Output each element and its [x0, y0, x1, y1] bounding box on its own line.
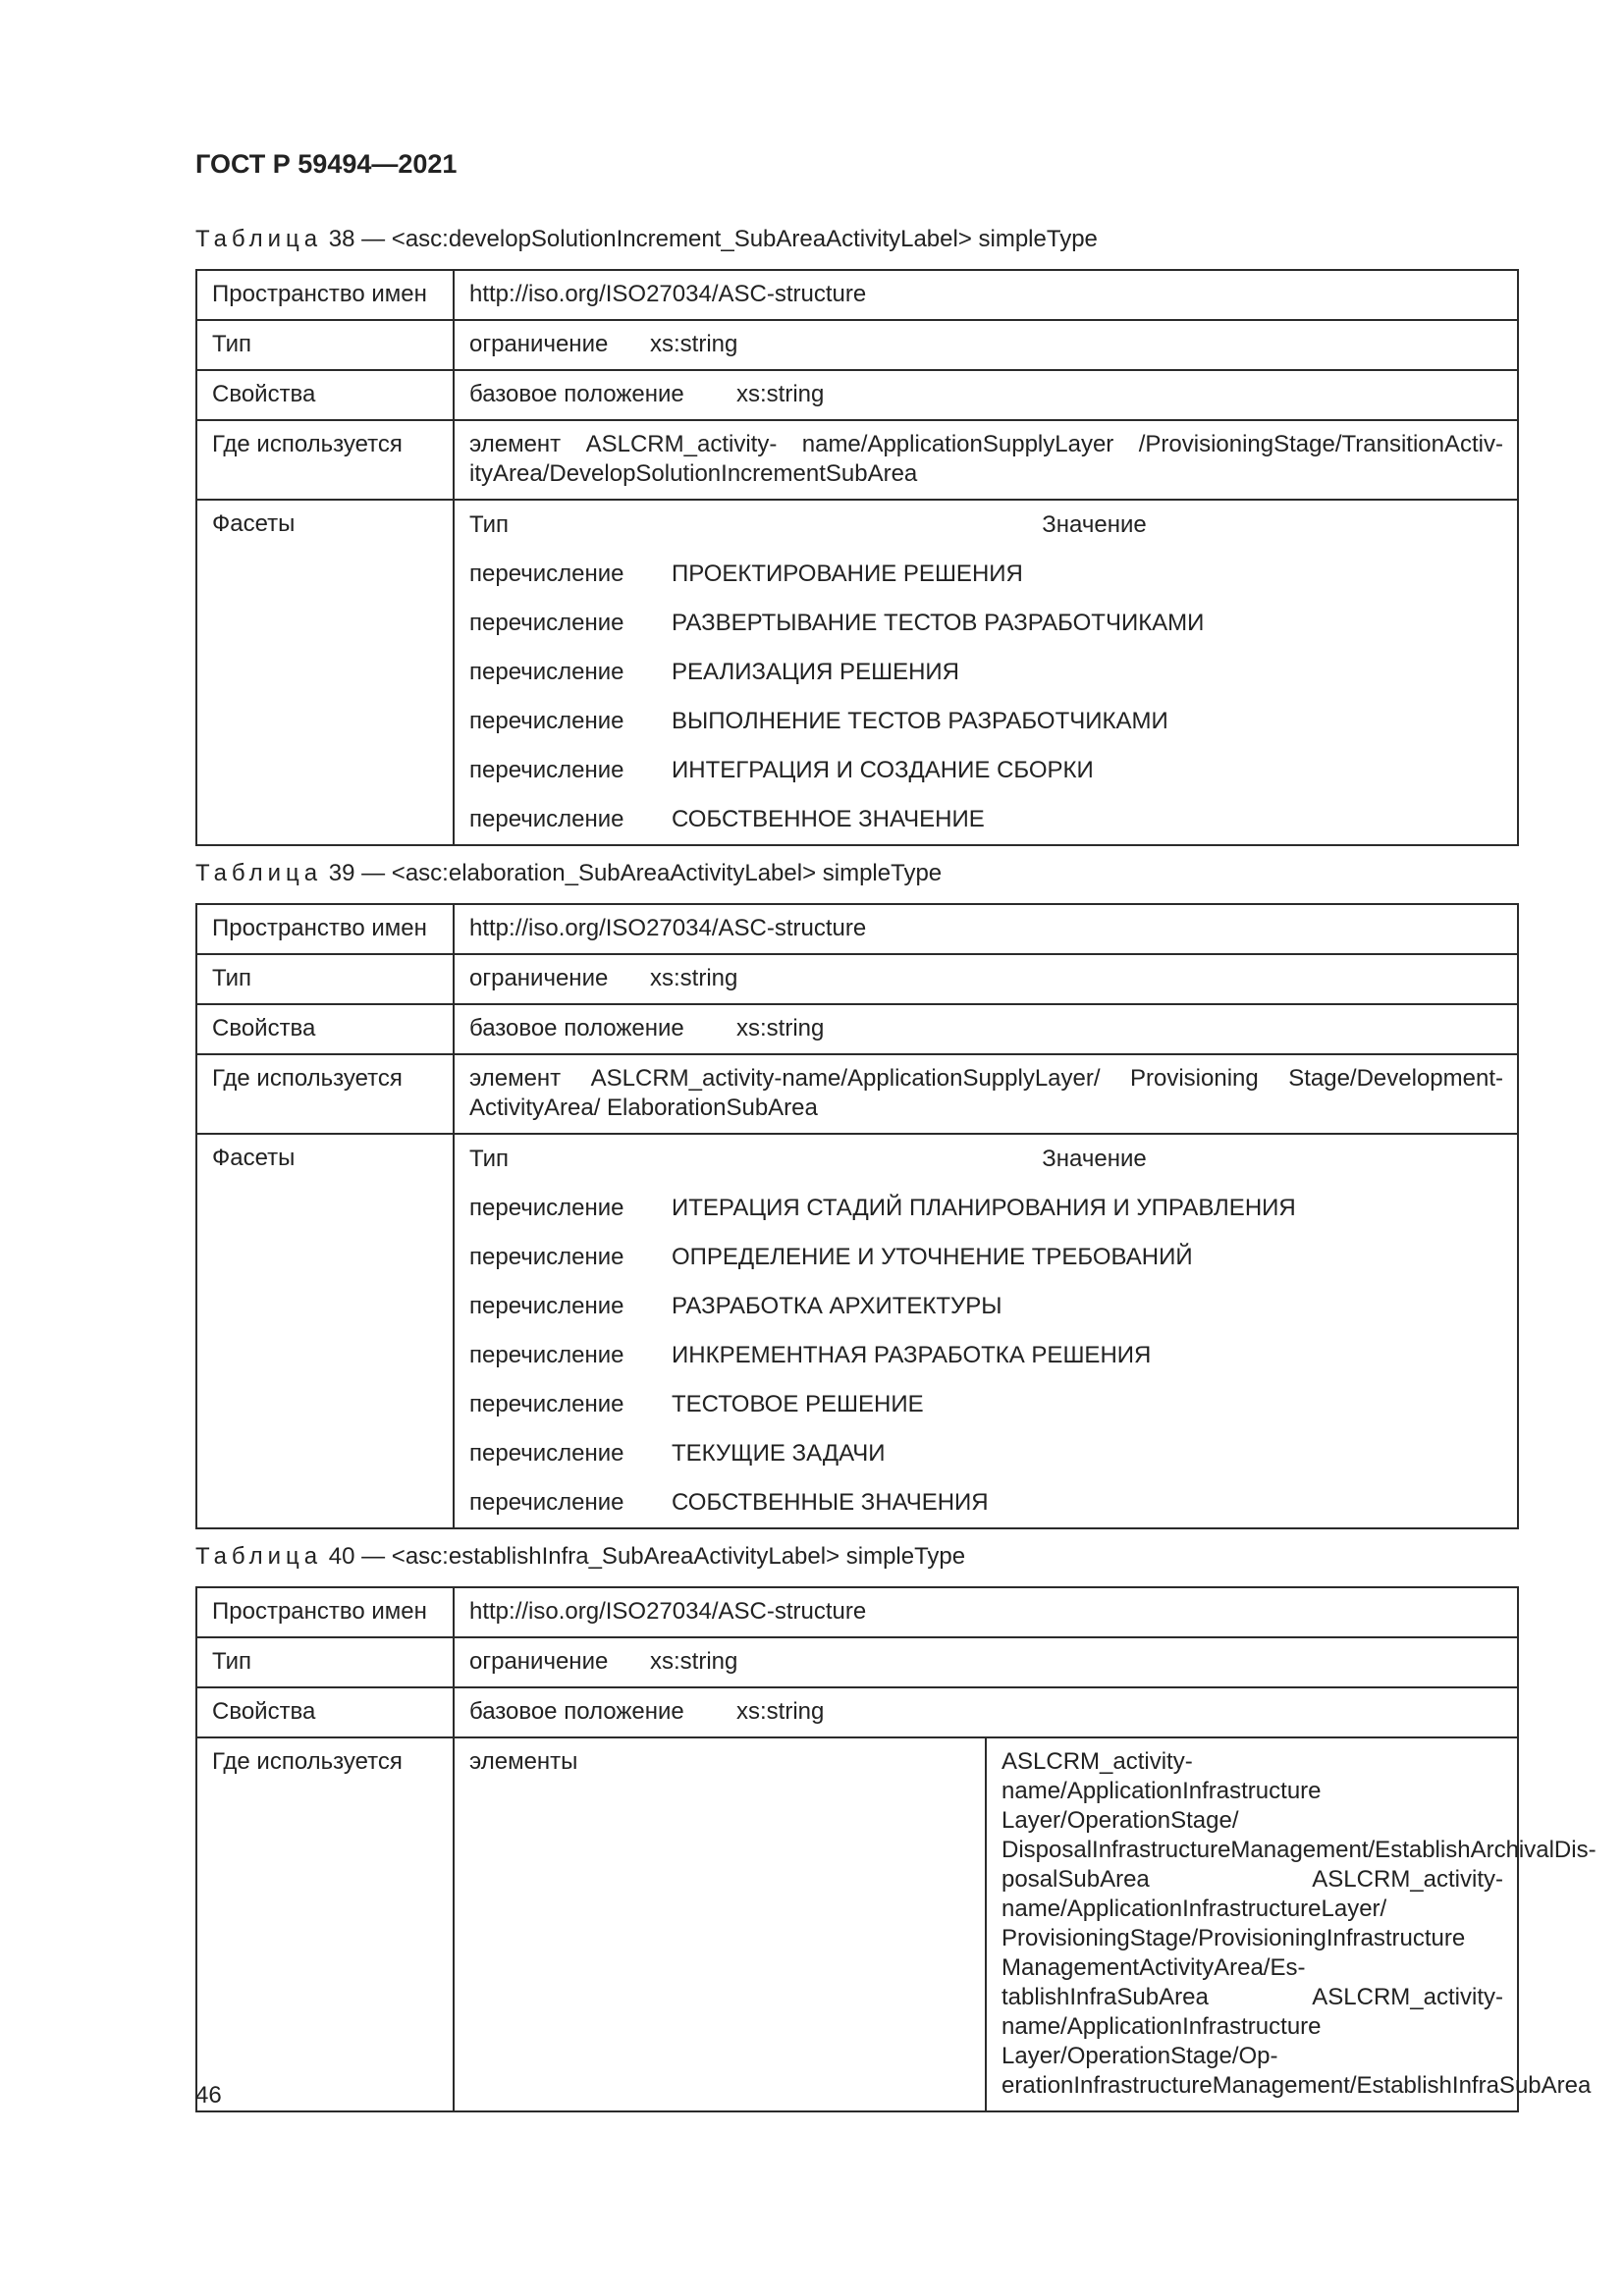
facets-list	[455, 501, 1517, 844]
type-value-cell	[454, 1637, 1518, 1687]
facet-row	[455, 648, 1517, 697]
facets-label: Фасеты	[196, 1134, 454, 1528]
properties-row	[196, 1004, 1518, 1054]
used-in-kind: элементы	[454, 1737, 986, 2111]
type-value: xs:string	[650, 965, 738, 991]
facet-value: ИНКРЕМЕНТНАЯ РАЗРАБОТКА РЕШЕНИЯ	[672, 1342, 1152, 1368]
table-caption-word: Таблица	[195, 860, 323, 886]
table-caption-word: Таблица	[195, 1543, 323, 1570]
namespace-row	[196, 904, 1518, 954]
type-value: xs:string	[650, 1648, 738, 1675]
facet-type: перечисление	[469, 708, 624, 734]
facet-type-header: Тип	[469, 511, 510, 538]
facet-value: ВЫПОЛНЕНИЕ ТЕСТОВ РАЗРАБОТЧИКАМИ	[672, 708, 1168, 734]
table-caption-word: Таблица	[195, 226, 323, 252]
type-value-cell	[454, 320, 1518, 370]
facet-value: РЕАЛИЗАЦИЯ РЕШЕНИЯ	[672, 659, 959, 685]
table-caption-title: 40 — <asc:establishInfra_SubAreaActivityLabel> simpleType	[322, 1543, 966, 1570]
used-in-row	[196, 1054, 1518, 1134]
facet-type: перечисление	[469, 1293, 624, 1319]
used-in-row	[196, 420, 1518, 500]
properties-prefix: базовое положение	[469, 1698, 684, 1725]
type-prefix: ограничение	[469, 331, 609, 357]
type-label: Тип	[196, 1637, 454, 1687]
type-prefix: ограничение	[469, 1648, 609, 1675]
properties-value-cell	[454, 1004, 1518, 1054]
facet-row	[455, 1478, 1517, 1527]
namespace-value: http://iso.org/ISO27034/ASC-structure	[454, 904, 1518, 954]
properties-value: xs:string	[736, 381, 825, 407]
facets-header-row	[455, 1135, 1517, 1184]
facet-row	[455, 1429, 1517, 1478]
type-value: xs:string	[650, 331, 738, 357]
properties-value-cell	[454, 370, 1518, 420]
properties-row	[196, 1687, 1518, 1737]
properties-label: Свойства	[196, 1687, 454, 1737]
facet-value: ТЕСТОВОЕ РЕШЕНИЕ	[672, 1391, 924, 1417]
table-caption-title: 39 — <asc:elaboration_SubAreaActivityLabel> simpleType	[322, 860, 943, 886]
facet-type: перечисление	[469, 1244, 624, 1270]
type-row	[196, 320, 1518, 370]
used-in-label: Где используется	[196, 1737, 454, 2111]
type-label: Тип	[196, 320, 454, 370]
type-label: Тип	[196, 954, 454, 1004]
used-in-label: Где используется	[196, 1054, 454, 1134]
used-in-value: элемент ASLCRM_activity-name/ApplicationSupplyLayer/ Provisioning Stage/Development-ActivityArea/ ElaborationSubArea	[454, 1054, 1518, 1134]
namespace-label: Пространство имен	[196, 270, 454, 320]
used-in-row	[196, 1737, 1518, 2111]
used-in-value: элемент ASLCRM_activity- name/ApplicationSupplyLayer /ProvisioningStage/TransitionActiv-ityArea/DevelopSolutionIncrementSubArea	[454, 420, 1518, 500]
type-row	[196, 1637, 1518, 1687]
facet-row	[455, 550, 1517, 599]
facets-header-row	[455, 501, 1517, 550]
facet-value: РАЗВЕРТЫВАНИЕ ТЕСТОВ РАЗРАБОТЧИКАМИ	[672, 610, 1205, 636]
type-prefix: ограничение	[469, 965, 609, 991]
facet-row	[455, 1233, 1517, 1282]
table-39-caption	[195, 860, 942, 887]
facet-value: ИТЕРАЦИЯ СТАДИЙ ПЛАНИРОВАНИЯ И УПРАВЛЕНИЯ	[672, 1195, 1296, 1221]
facet-type: перечисление	[469, 1391, 624, 1417]
facet-row	[455, 697, 1517, 746]
properties-prefix: базовое положение	[469, 381, 684, 407]
facet-type-header: Тип	[469, 1146, 510, 1172]
properties-value: xs:string	[736, 1015, 825, 1041]
facet-value-header: Значение	[1042, 511, 1147, 538]
facet-value: РАЗРАБОТКА АРХИТЕКТУРЫ	[672, 1293, 1002, 1319]
facet-value: СОБСТВЕННЫЕ ЗНАЧЕНИЯ	[672, 1489, 989, 1516]
used-in-value: ASLCRM_activity-name/ApplicationInfrastructure Layer/OperationStage/ DisposalInfrastructureManagement/EstablishArchivalDis-posalSubArea ASLCRM_activity-name/ApplicationInfrastructureLayer/ ProvisioningStage/ProvisioningInfrastructure ManagementActivityArea/Es-tablishInfraSubArea ASLCRM_activity-name/ApplicationInfrastructure Layer/OperationStage/Op-erationInfrastructureManagement/EstablishInfraSubArea	[986, 1737, 1518, 2111]
facets-row	[196, 1134, 1518, 1528]
facet-value: ИНТЕГРАЦИЯ И СОЗДАНИЕ СБОРКИ	[672, 757, 1094, 783]
table-40	[195, 1586, 1597, 2112]
namespace-value: http://iso.org/ISO27034/ASC-structure	[454, 270, 1518, 320]
table-38-caption	[195, 226, 1098, 253]
namespace-row	[196, 1587, 1518, 1637]
facet-type: перечисление	[469, 659, 624, 685]
facets-row	[196, 500, 1518, 845]
used-in-label: Где используется	[196, 420, 454, 500]
facets-list	[455, 1135, 1517, 1527]
properties-label: Свойства	[196, 370, 454, 420]
facets-cell	[454, 500, 1518, 845]
type-value-cell	[454, 954, 1518, 1004]
table-38	[195, 269, 1519, 846]
type-row	[196, 954, 1518, 1004]
facet-type: перечисление	[469, 1195, 624, 1221]
properties-prefix: базовое положение	[469, 1015, 684, 1041]
table-40-caption	[195, 1543, 965, 1571]
facet-type: перечисление	[469, 561, 624, 587]
properties-value: xs:string	[736, 1698, 825, 1725]
facet-value: ПРОЕКТИРОВАНИЕ РЕШЕНИЯ	[672, 561, 1023, 587]
facet-type: перечисление	[469, 757, 624, 783]
facet-row	[455, 1282, 1517, 1331]
document-header: ГОСТ Р 59494—2021	[195, 149, 458, 179]
facet-value: ОПРЕДЕЛЕНИЕ И УТОЧНЕНИЕ ТРЕБОВАНИЙ	[672, 1244, 1193, 1270]
properties-row	[196, 370, 1518, 420]
namespace-label: Пространство имен	[196, 1587, 454, 1637]
facet-type: перечисление	[469, 610, 624, 636]
facet-row	[455, 1331, 1517, 1380]
facet-type: перечисление	[469, 1342, 624, 1368]
facet-type: перечисление	[469, 1489, 624, 1516]
facet-type: перечисление	[469, 1440, 624, 1467]
page-number: 46	[195, 2082, 222, 2109]
facet-row	[455, 599, 1517, 648]
facet-row	[455, 746, 1517, 795]
properties-value-cell	[454, 1687, 1518, 1737]
namespace-row	[196, 270, 1518, 320]
facets-cell	[454, 1134, 1518, 1528]
facet-value-header: Значение	[1042, 1146, 1147, 1172]
properties-label: Свойства	[196, 1004, 454, 1054]
namespace-value: http://iso.org/ISO27034/ASC-structure	[454, 1587, 1518, 1637]
namespace-label: Пространство имен	[196, 904, 454, 954]
facet-value: ТЕКУЩИЕ ЗАДАЧИ	[672, 1440, 886, 1467]
facet-type: перечисление	[469, 806, 624, 832]
facet-row	[455, 1380, 1517, 1429]
facet-value: СОБСТВЕННОЕ ЗНАЧЕНИЕ	[672, 806, 985, 832]
facets-label: Фасеты	[196, 500, 454, 845]
table-39	[195, 903, 1519, 1529]
facet-row	[455, 795, 1517, 844]
facet-row	[455, 1184, 1517, 1233]
table-caption-title: 38 — <asc:developSolutionIncrement_SubAreaActivityLabel> simpleType	[322, 226, 1098, 252]
